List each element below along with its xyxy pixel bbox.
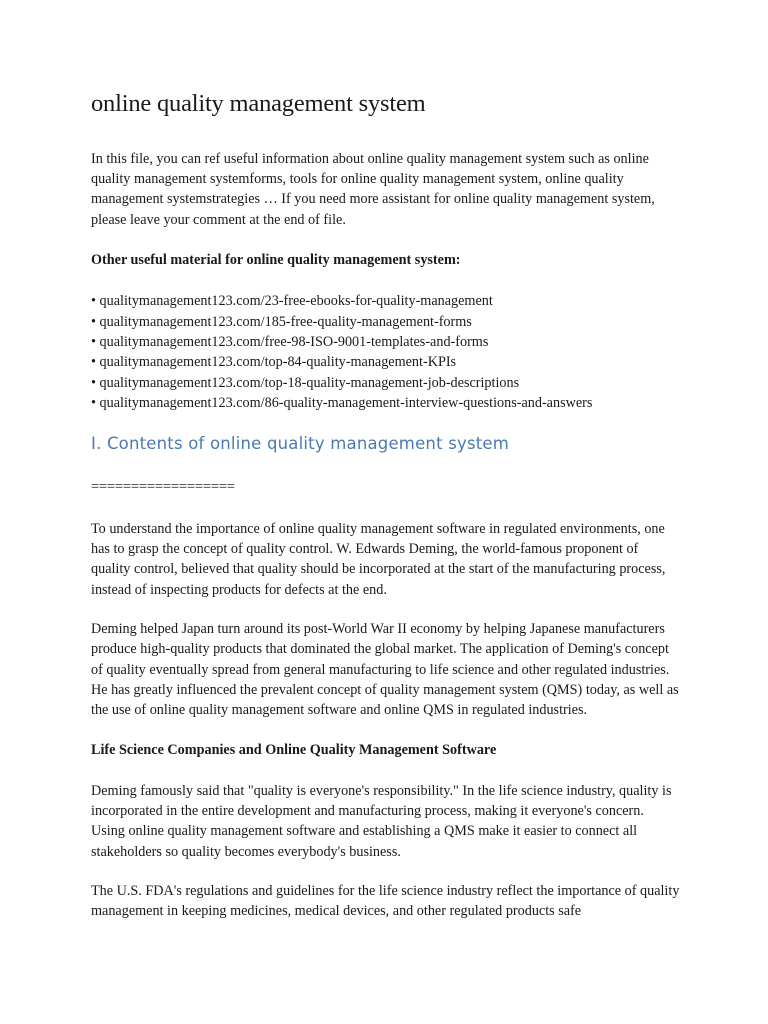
- paragraph-quality-control: To understand the importance of online quality management software in regulated environments, one has to grasp the concept of quality control. W. Edwards Deming, the world-famous proponent of quality control, believed that quality should be incorporated at the start of the manufacturing process, instead of inspecting products for defects at the end.: [91, 520, 666, 598]
- list-item: • qualitymanagement123.com/185-free-quality-management-forms: [91, 313, 472, 330]
- intro-paragraph: In this file, you can ref useful information about online quality management system such as online quality management systemforms, tools for online quality management system, online quality management systemstrategies … If you need more assistant for online quality management system, please leave your comment at the end of file.: [91, 150, 655, 228]
- paragraph-deming-japan: Deming helped Japan turn around its post-World War II economy by helping Japanese manufacturers produce high-quality products that dominated the global market. The application of Deming's concept of quality eventually spread from general manufacturing to life science and other regulated industries. He has greatly influenced the prevalent concept of quality management system (QMS) today, as well as the use of online quality management software and online QMS in regulated industries.: [91, 621, 679, 719]
- separator-line: ==================: [91, 478, 236, 495]
- life-science-subheading: Life Science Companies and Online Quality Management Software: [91, 741, 497, 758]
- section-heading-contents: I. Contents of online quality management system: [91, 434, 510, 454]
- list-item: • qualitymanagement123.com/23-free-ebooks-for-quality-management: [91, 293, 493, 310]
- list-item: • qualitymanagement123.com/top-84-quality-management-KPIs: [91, 354, 457, 371]
- useful-material-heading: Other useful material for online quality management system:: [91, 252, 461, 269]
- list-item: • qualitymanagement123.com/86-quality-management-interview-questions-and-answers: [91, 394, 593, 411]
- list-item: • qualitymanagement123.com/top-18-quality-management-job-descriptions: [91, 374, 520, 391]
- useful-links-list: [91, 291, 681, 413]
- document-title: online quality management system: [91, 90, 426, 117]
- paragraph-fda-regulations: The U.S. FDA's regulations and guidelines for the life science industry reflect the importance of quality management in keeping medicines, medical devices, and other regulated products safe: [91, 883, 680, 920]
- paragraph-everyones-responsibility: Deming famously said that "quality is everyone's responsibility." In the life science industry, quality is incorporated in the entire development and manufacturing process, making it everyone's concern. Using online quality management software and establishing a QMS make it easier to connect all stakeholders so quality becomes everybody's business.: [91, 782, 672, 860]
- list-item: • qualitymanagement123.com/free-98-ISO-9001-templates-and-forms: [91, 333, 489, 350]
- document-body: [91, 88, 681, 941]
